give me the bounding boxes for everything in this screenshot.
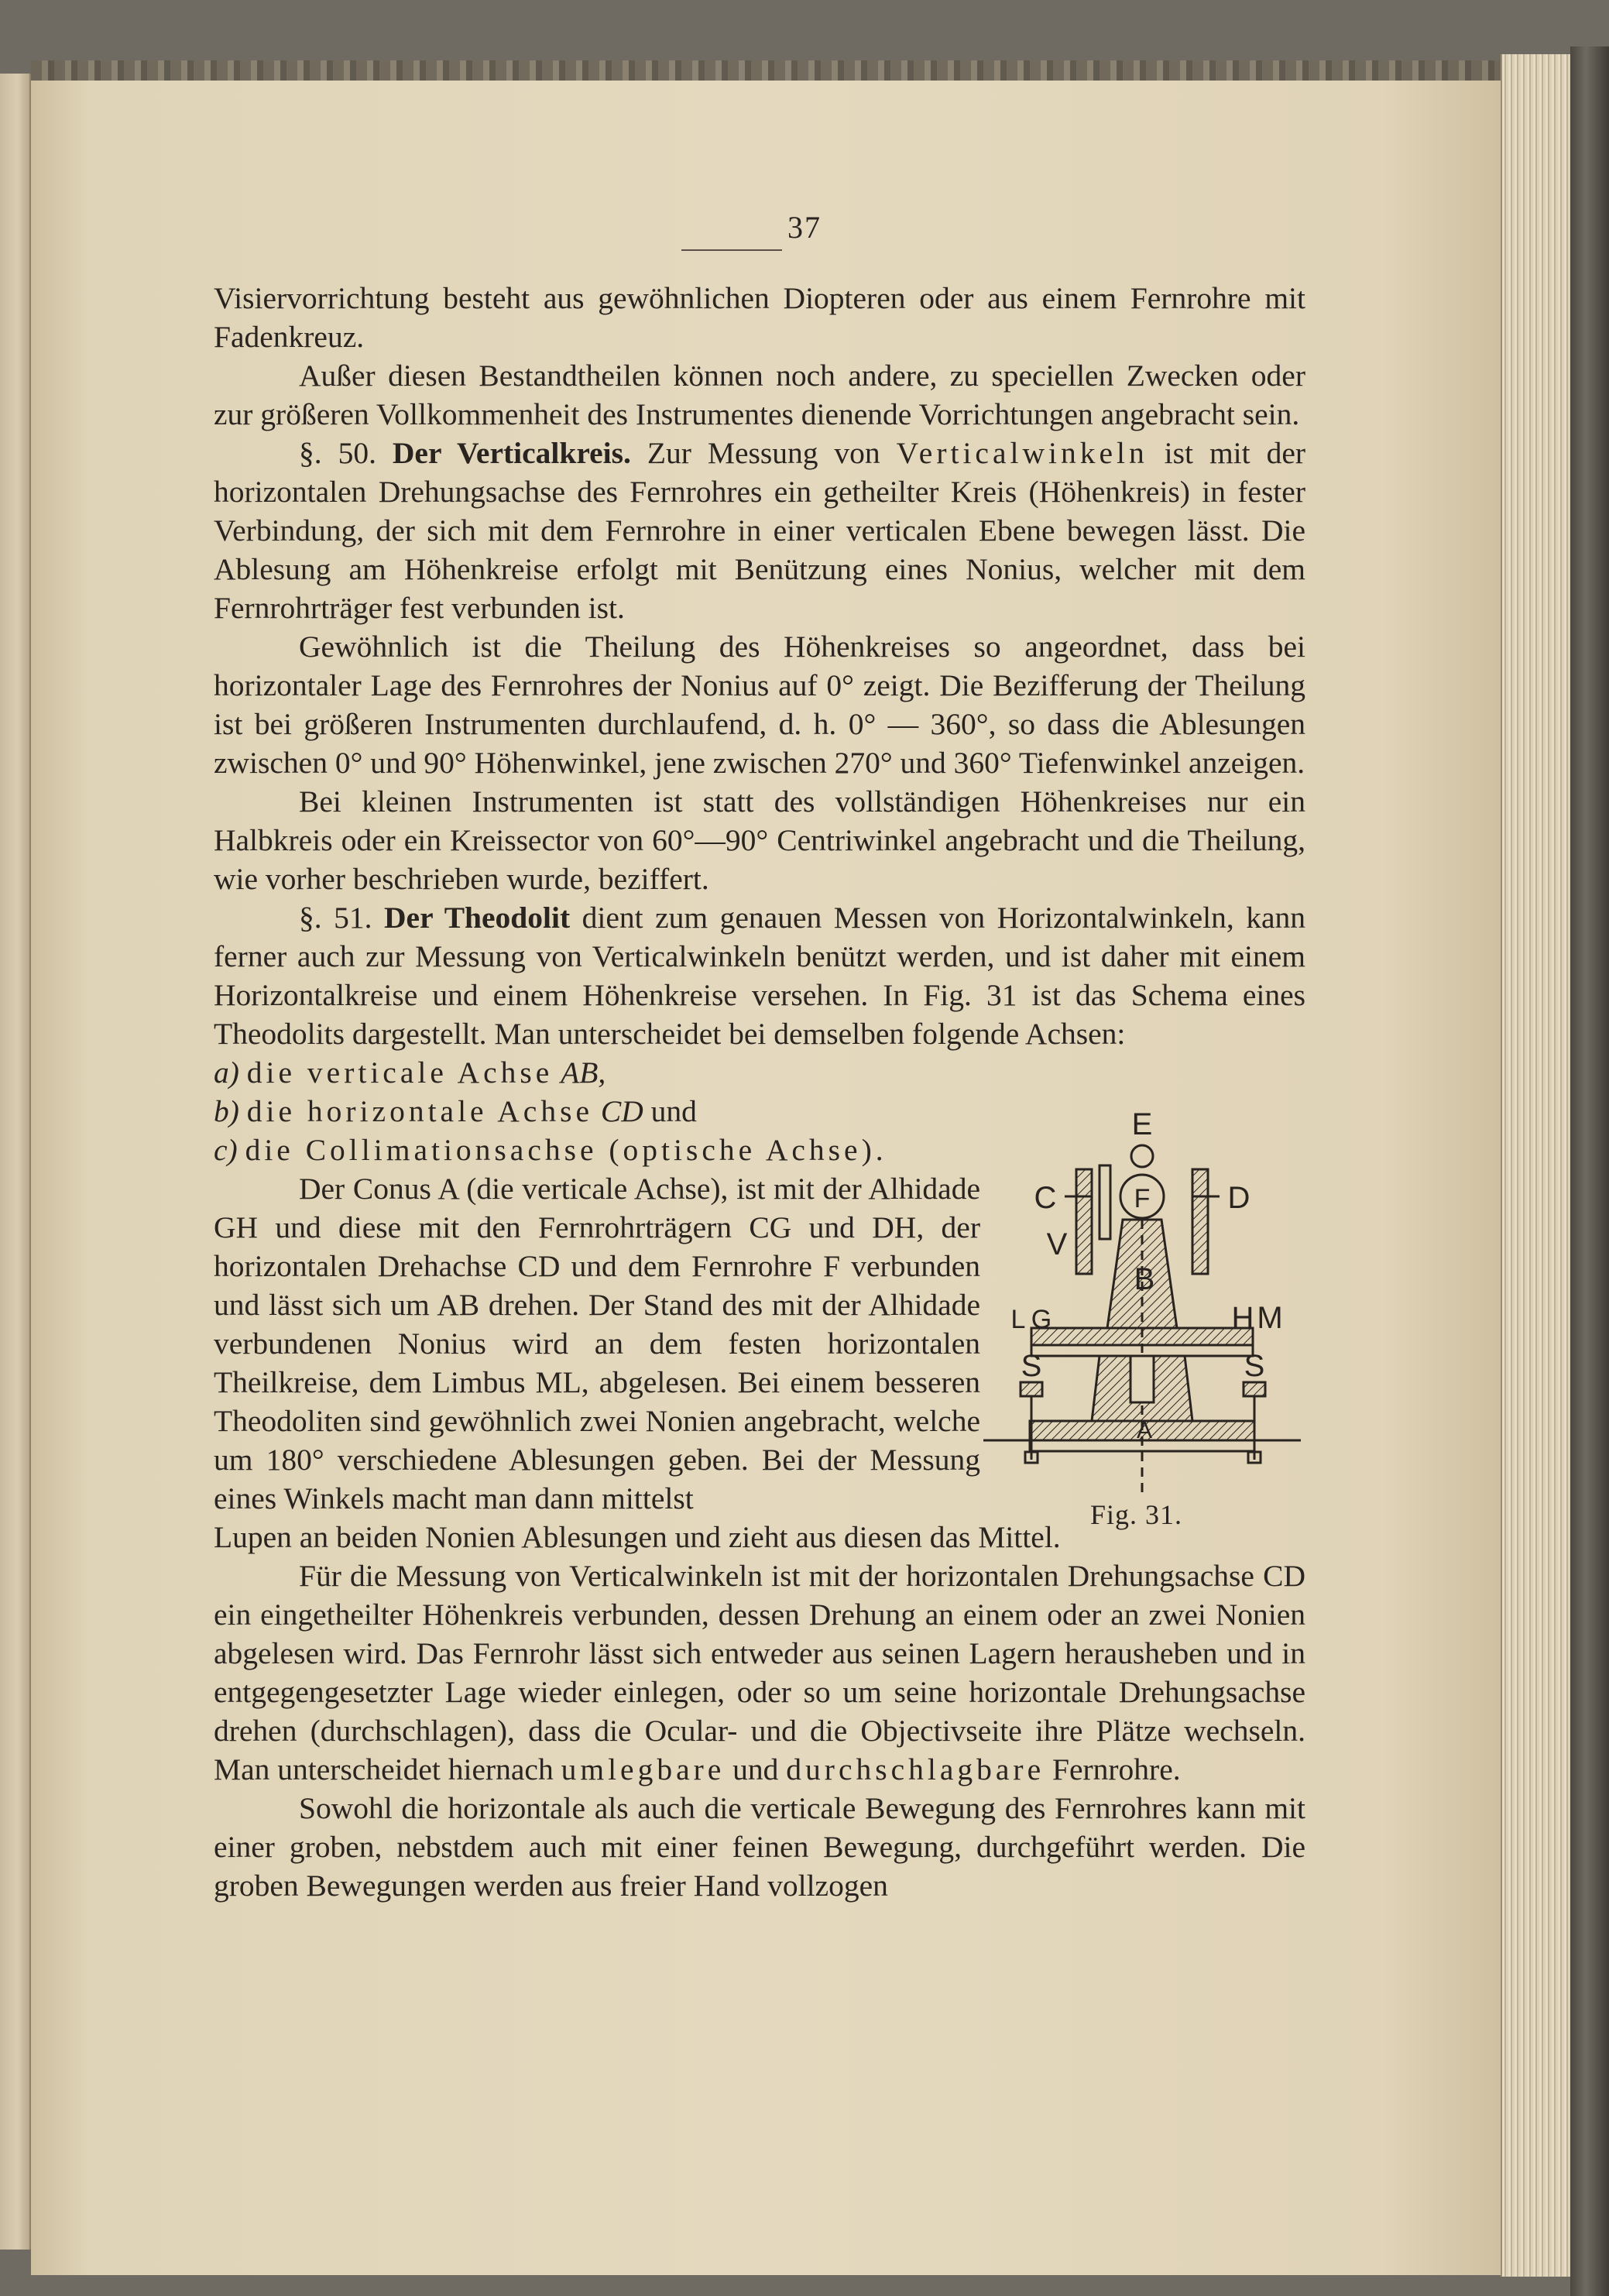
section-51-number: §. 51. [299,901,372,935]
axis-item-b: b) die horizontale Achse CD und [214,1094,697,1128]
figure-label-b: B [1134,1262,1155,1296]
paragraph-8: Für die Messung von Verticalwinkeln ist mit der horizontalen Drehungsachse CD ein eingetheilter Höhenkreis verbunden, dessen Drehung an einem oder an zwei Nonien abgelesen wird. Das Fernrohr lässt sich entweder aus seinen Lagern herausheben und in entgegengesetzter Lage wieder einlegen, oder so um seine horizontale Drehungsachse drehen (durchschlagen), dass die Ocular- und die Objectivseite ihre Plätze wechseln. Man unterscheidet hiernach umlegbare und durchschlagbare Fernrohre. [214,1559,1305,1786]
paragraph-9: Sowohl die horizontale als auch die verticale Bewegung des Fernrohres kann mit einer groben, nebstdem auch mit einer feinen Bewegung, durchgeführt werden. Die groben Bewegungen werden aus freier Hand vollzogen [214,1791,1305,1903]
section-50-number: §. 50. [299,436,376,470]
figure-caption: Fig. 31. [1090,1499,1183,1530]
paragraph-4: Gewöhnlich ist die Theilung des Höhenkreises so angeordnet, dass bei horizontaler Lage des Fernrohres der Nonius auf 0° zeigt. Die Bezifferung der Theilung ist bei größeren Instrumenten durchlaufend, d. h. 0° — 360°, so dass die Ablesungen zwischen 0° und 90° Höhenwinkel, jene zwischen 270° und 360° Tiefenwinkel anzeigen. [214,630,1305,780]
page-number: 37 [787,210,822,245]
figure-label-v: V [1046,1227,1068,1261]
figure-label-m: M [1257,1301,1283,1335]
figure-label-l: L [1010,1305,1026,1334]
figure-label-c: C [1034,1181,1057,1215]
book-cover [1570,46,1609,2296]
body-text [214,279,1305,1905]
figure-label-e: E [1131,1107,1153,1141]
axis-marker: b) [214,1094,239,1128]
paragraph-2: Außer diesen Bestandtheilen können noch andere, zu speciellen Zwecken oder zur größeren Vollkommenheit des Instrumentes dienende Vorrichtungen angebracht sein. [214,359,1305,431]
paragraph-5: Bei kleinen Instrumenten ist statt des vollständigen Höhenkreises nur ein Halbkreis oder ein Kreissector von 60°—90° Centriwinkel angebracht und die Theilung, wie vorher beschrieben wurde, beziffert. [214,784,1305,896]
figure-label-d: D [1227,1181,1250,1215]
section-50-lead: Zur Messung von [647,436,880,470]
section-51-title: Der Theodolit [384,901,571,935]
section-51-body: dient zum genauen Messen von Horizontalwinkeln, kann ferner auch zur Messung von Verticalwinkeln benützt werden, und ist daher mit einem Horizontalkreise und einem Höhenkreise versehen. In Fig. 31 ist das Schema eines Theodolits dargestellt. Man unterscheidet bei demselben folgende Achsen: [214,901,1306,1051]
section-50-spaced-term: Verticalwinkeln [896,436,1148,470]
section-50-title: Der Verticalkreis. [392,436,631,470]
paragraph-7: Der Conus A (die verticale Achse), ist mit der Alhidade GH und diese mit den Fernrohrträgern CG und DH, der horizontalen Drehachse CD und dem Fernrohre F verbunden und lässt sich um AB drehen. Der Stand des mit der Alhidade verbundenen Nonius wird an dem festen horizontalen Theilkreise, dem Limbus ML, abgelesen. Bei einem besseren Theodoliten sind gewöhnlich zwei Nonien angebracht, welche um 180° verschiedene Ablesungen geben. Bei der Messung eines Winkels macht man dann mittelst [214,1172,980,1515]
binding-top [31,60,1501,81]
figure-label-s-right: S [1244,1349,1265,1383]
figure-label-h: H [1231,1301,1254,1335]
page-stack-edge [1501,54,1572,2277]
section-50 [214,434,1305,627]
section-51 [214,898,1305,1053]
figure-label-g: G [1031,1305,1052,1334]
section-50-body: ist mit der horizontalen Drehungsachse des Fernrohres ein getheilter Kreis (Höhenkreis) in fester Verbindung, der sich mit dem Fernrohre in einer verticalen Ebene bewegen lässt. Die Ablesung am Höhenkreise erfolgt mit Benützung eines Nonius, welcher mit dem Fernrohrträger fest verbunden ist. [214,436,1305,625]
page-number-rule [681,249,782,251]
axis-list [214,1053,980,1518]
figure-label-s-left: S [1021,1349,1042,1383]
paragraph-1: Visiervorrichtung besteht aus gewöhnlichen Diopteren oder aus einem Fernrohre mit Fadenkreuz. [214,281,1305,354]
axis-marker: a) [214,1055,239,1090]
axis-item-a: a) die verticale Achse AB, [214,1055,606,1090]
spaced-term-durchschlagbare: durchschlagbare [786,1752,1045,1786]
axis-item-c: c) die Collimationsachse (optische Achse). [214,1133,887,1167]
paragraph-7-end: Lupen an beiden Nonien Ablesungen und zieht aus diesen das Mittel. [214,1520,1061,1554]
spaced-term-umlegbare: umlegbare [561,1752,726,1786]
left-page-edge [0,74,31,2250]
axis-marker: c) [214,1133,238,1167]
figure-label-a: A [1136,1418,1153,1443]
figure-label-f: F [1134,1184,1151,1213]
theodolite-figure [983,1096,1301,1529]
